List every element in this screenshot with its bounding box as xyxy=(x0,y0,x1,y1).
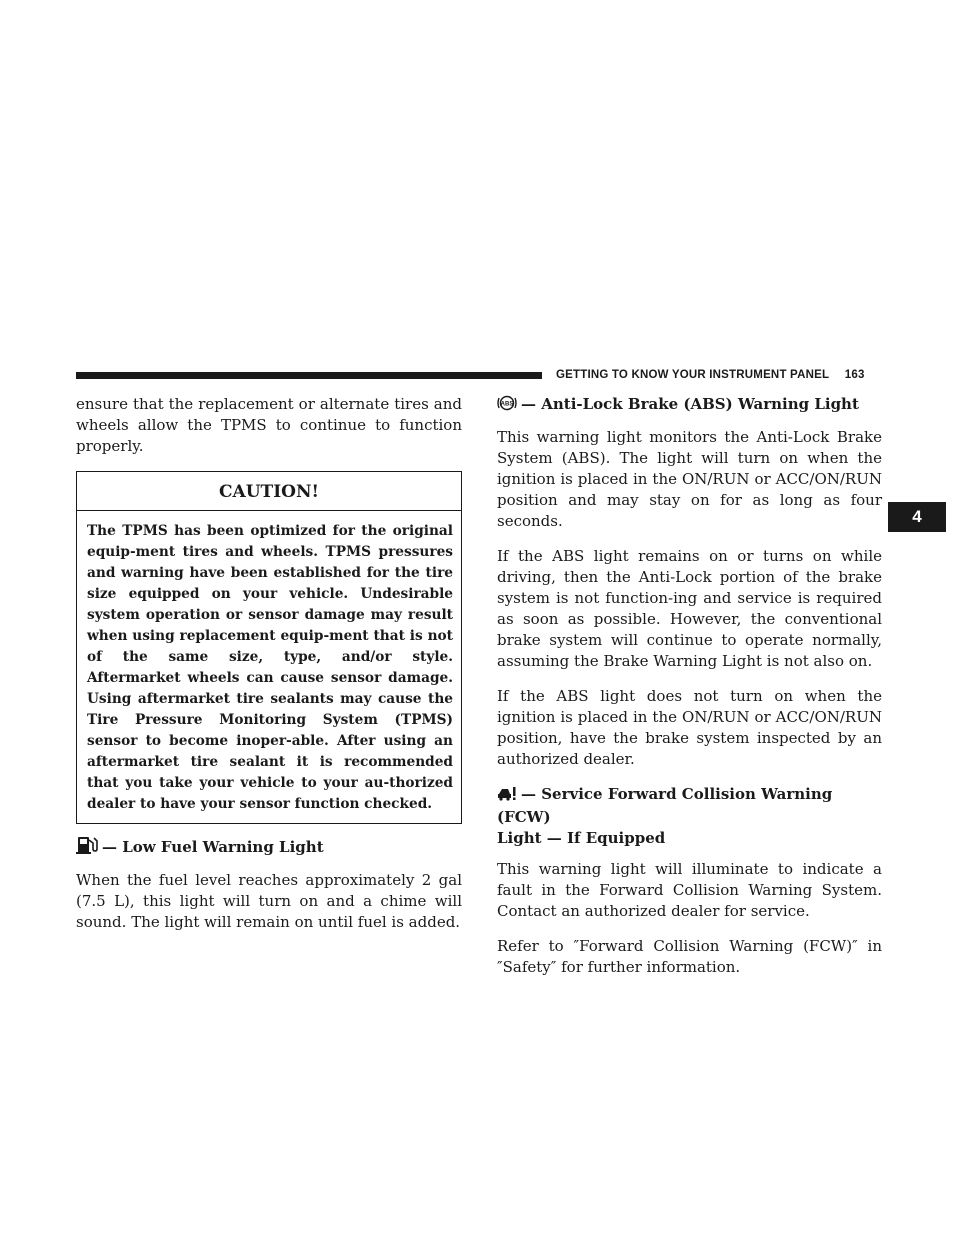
header-section-title: GETTING TO KNOW YOUR INSTRUMENT PANEL xyxy=(556,369,829,381)
abs-icon xyxy=(497,395,517,417)
fcw-paragraph-2: Refer to ″Forward Collision Warning (FCW)″ in ″Safety″ for further information. xyxy=(497,937,882,976)
svg-text:ABS: ABS xyxy=(500,401,514,408)
caution-box xyxy=(76,471,462,824)
caution-text: The TPMS has been optimized for the original equip-ment tires and wheels. TPMS pressures and warning have been established for the tire size equipped on your vehicle. Undesirable system operation or sensor damage may result when using replacement equip-ment that is not of the same size, type, and/or style. Aftermarket wheels can cause sensor damage. Using aftermarket tire sealants may cause the Tire Pressure Monitoring System (TPMS) sensor to become inoper-able. After using an aftermarket tire sealant it is recommended that you take your vehicle to your au-thorized dealer to have your sensor function checked. xyxy=(87,523,453,812)
abs-heading xyxy=(497,394,882,417)
page-number: 163 xyxy=(844,369,865,381)
abs-paragraph-3: If the ABS light does not turn on when the ignition is placed in the ON/RUN or ACC/ON/RUN position, have the brake system inspected by an authorized dealer. xyxy=(497,687,882,768)
header-rule xyxy=(76,372,542,379)
fcw-heading-line2: Light — If Equipped xyxy=(497,829,666,847)
left-column xyxy=(76,394,462,947)
abs-paragraph-1: This warning light monitors the Anti-Lock Brake System (ABS). The light will turn on when the ignition is placed in the ON/RUN or ACC/ON/RUN position and may stay on for as long as four seconds. xyxy=(497,428,882,530)
fcw-heading-line1: — Service Forward Collision Warning (FCW) xyxy=(497,785,833,826)
caution-title: CAUTION! xyxy=(77,472,461,511)
abs-heading-text: — Anti-Lock Brake (ABS) Warning Light xyxy=(521,395,859,413)
fcw-paragraph-1: This warning light will illuminate to indicate a fault in the Forward Collision Warning System. Contact an authorized dealer for service. xyxy=(497,860,882,920)
fuel-pump-icon xyxy=(76,834,98,860)
chapter-tab: 4 xyxy=(888,502,946,532)
running-header xyxy=(556,369,865,381)
intro-paragraph: ensure that the replacement or alternate tires and wheels allow the TPMS to continue to function properly. xyxy=(76,395,462,455)
forward-collision-warning-icon xyxy=(497,785,517,807)
abs-paragraph-2: If the ABS light remains on or turns on while driving, then the Anti-Lock portion of the brake system is not function-ing and service is required as soon as possible. However, the conventional brake system will continue to operate normally, assuming the Brake Warning Light is not also on. xyxy=(497,547,882,670)
fcw-heading xyxy=(497,784,882,849)
low-fuel-paragraph: When the fuel level reaches approximately 2 gal (7.5 L), this light will turn on and a chime will sound. The light will remain on until fuel is added. xyxy=(76,871,462,931)
right-column xyxy=(497,394,882,992)
low-fuel-heading-text: — Low Fuel Warning Light xyxy=(102,838,324,856)
low-fuel-heading xyxy=(76,834,462,860)
